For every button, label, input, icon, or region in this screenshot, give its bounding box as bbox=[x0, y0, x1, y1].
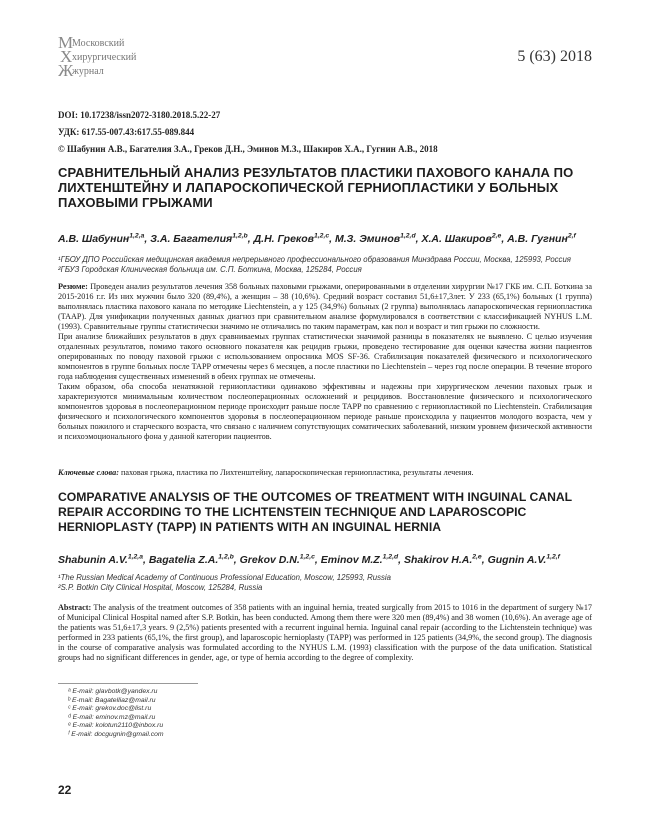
footnote-email[interactable]: ᵈ E-mail: eminov.mz@mail.ru bbox=[68, 713, 156, 721]
authors-en: Shabunin A.V.$^{1,2,a}$, Bagatelia Z.A.$^{1,2,b}$, Grekov D.N.$^{1,2,c}$, Eminov M.Z.$^{1,2,d}$, Shakirov H.A.$^{2,e}$, Gugnin A.V.$^{1,2,f}$ bbox=[58, 553, 560, 566]
author: Bagatelia Z.A.$^{1,2,b}$ bbox=[148, 553, 234, 566]
logo-line-1: Московский bbox=[72, 38, 125, 49]
author: Grekov D.N.$^{1,2,c}$ bbox=[239, 553, 315, 566]
udc: УДК: 617.55-007.43:617.55-089.844 bbox=[58, 127, 195, 137]
author: М.З. Эминов$^{1,2,d}$ bbox=[335, 232, 416, 245]
footnote-email[interactable]: ᵇ E-mail: Bagatelliaz@mail.ru bbox=[68, 696, 156, 704]
author: Shabunin A.V.$^{1,2,a}$ bbox=[58, 553, 143, 566]
author: Х.А. Шакиров$^{2,e}$ bbox=[421, 232, 502, 245]
author: Shakirov H.A.$^{2,e}$ bbox=[403, 553, 482, 566]
abstract-ru-p3: Таким образом, оба способа ненатяжной герниопластики одинаково эффективны и надежны при хирургическом лечении паховых грыж и характеризуются минимальным количеством послеоперационных осложнений и рецидивов. Восстановление физического и психологического компонентов здоровья в послеоперационном периоде происходит раньше после TAPP по сравнению с герниопластикой по Liechtenstein. Стабилизация физического и психологического компонентов здоровья в послеоперационном периоде раньше происходила у пациентов молодого возраста, чем у больных пожилого и старческого возраста, что связано с наличием сопутствующих соматических заболеваний, низким уровнем физической активности и психоэмоционального фона у данной категории пациентов. bbox=[58, 382, 592, 441]
issue-number: 5 (63) 2018 bbox=[517, 48, 592, 65]
journal-header bbox=[58, 34, 592, 78]
abstract-en: Abstract: The analysis of the treatment outcomes of 358 patients with an inguinal hernia, treated surgically from 2015 to 1016 in the department of surgery №17 of Municipal Clinical Hospital named after S.P. Botkin, has been conducted. Among them there were 320 men (89,4%) and 38 women (10,6%). An average age of the patients was 51,6±17,3 years. 9 (2,5%) patients presented with a recurrent inguinal hernia. Inguinal canal repair (according to the Lichtenstein technique) was performed in 233 patients (65,1%, the first group), and laparoscopic hernioplasty (TAPP) was performed in 125 patients (34,9%, the second group). The diagnosis in the course of comparative analysis was formulated according to the NYHUS L.M. (1993) classification with the purpose of the data unification. Statistical groups had no significant differences in gender, age, or type of hernia according to the degree of complexity. bbox=[58, 603, 593, 662]
affiliation: ¹ГБОУ ДПО Российская медицинская академия непрерывного профессионального образования Минздрава России, Москва, 125993, Россия bbox=[58, 255, 571, 264]
affiliations-ru bbox=[58, 255, 600, 275]
author: Gugnin A.V.$^{1,2,f}$ bbox=[487, 553, 560, 566]
footnote-email[interactable]: ᵃ E-mail: glavbotk@yandex.ru bbox=[68, 688, 158, 695]
abstract-ru-p1: Резюме: Проведен анализ результатов лечения 358 больных паховыми грыжами, оперированными в отделении хирургии №17 ГКБ им. С.П. Боткина за 2015-2016 г.г. Из них мужчин было 320 (89,4%), а женщин – 38 (10,6%). Средний возраст составил 51,6±17,3лет. У 233 (65,1%) больных (1 группа) выполнялась пластика пахового канала по методике Liechtenstein, а у 125 (34,9%) больных (2 группа) выполнялась лапароскопическая герниопластика (TAAP). Для унификации полученных данных диагноз при сравнительном анализе формулировался в соответствии с классификацией NYHUS L.M. (1993). Сравнительные группы статистически значимо не отличались по таким параметрам, как пол и возраст и тип грыжи по сложности. bbox=[58, 282, 593, 331]
affiliations-en bbox=[58, 573, 592, 593]
author: З.А. Багателия$^{1,2,b}$ bbox=[150, 232, 248, 245]
footnotes bbox=[68, 688, 164, 740]
author: А.В. Шабунин$^{1,2,a}$ bbox=[58, 232, 145, 245]
logo-line-3: журнал bbox=[72, 66, 104, 77]
affiliation: ²S.P. Botkin City Clinical Hospital, Moscow, 125284, Russia bbox=[58, 583, 263, 592]
authors-ru: А.В. Шабунин$^{1,2,a}$, З.А. Багателия$^{1,2,b}$, Д.Н. Греков$^{1,2,c}$, М.З. Эминов$^{1,2,d}$, Х.А. Шакиров$^{2,e}$, А.В. Гугнин$^{2,f}$ bbox=[58, 232, 576, 245]
svg-text:Ж: Ж bbox=[58, 61, 74, 78]
author: А.В. Гугнин$^{2,f}$ bbox=[507, 232, 576, 245]
author: Д.Н. Греков$^{1,2,c}$ bbox=[253, 232, 330, 245]
affiliation: ²ГБУЗ Городская Клиническая больница им. С.П. Боткина, Москва, 125284, Россия bbox=[58, 265, 362, 274]
svg-text:М: М bbox=[58, 34, 74, 52]
journal-logo bbox=[58, 34, 178, 78]
abstract-ru-p2: При анализе ближайших результатов в двух сравниваемых группах статистически значимой разницы в показателях не выявлено. С целью изучения отдаленных результатов, помимо такого основного показателя как рецидив грыжи, проведено тестирование для оценки качества жизни пациентов оперированных по поводу паховой грыжи с использованием опросника MOS SF-36. Стабилизация показателей физического и психологического компонентов в группе больных после TAPP отмечены через 6 месяцев, а после пластики по Liechtenstein – через год после операции. В течение второго года наблюдения существенных изменений в обеих группах не отмечены. bbox=[58, 332, 592, 381]
copyright: © Шабунин А.В., Багателия З.А., Греков Д.Н., Эминов М.З., Шакиров Х.А., Гугнин А.В., 2018 bbox=[58, 144, 438, 154]
footnote-email[interactable]: ᶜ E-mail: grekov.doc@list.ru bbox=[68, 705, 152, 713]
logo-line-2: хирургический bbox=[72, 52, 137, 63]
svg-text:Х: Х bbox=[60, 47, 73, 66]
article-meta bbox=[58, 110, 592, 161]
title-ru: СРАВНИТЕЛЬНЫЙ АНАЛИЗ РЕЗУЛЬТАТОВ ПЛАСТИКИ ПАХОВОГО КАНАЛА ПО ЛИХТЕНШТЕЙНУ И ЛАПАРОСКОПИЧЕСКОЙ ГЕРНИОПЛАСТИКИ У БОЛЬНЫХ ПАХОВЫМИ ГРЫЖАМИ bbox=[58, 165, 574, 210]
footnote-email[interactable]: ᶠ E-mail: docgugnin@gmail.com bbox=[68, 730, 164, 738]
abstract-ru bbox=[58, 282, 592, 442]
doi[interactable]: DOI: 10.17238/issn2072-3180.2018.5.22-27 bbox=[58, 110, 221, 120]
affiliation: ¹The Russian Medical Academy of Continuous Professional Education, Moscow, 125993, Russia bbox=[58, 573, 391, 582]
footnote-divider bbox=[58, 683, 198, 684]
keywords-ru: Ключевые слова: паховая грыжа, пластика по Лихтенштейну, лапароскопическая герниопластика, результаты лечения. bbox=[58, 468, 474, 477]
author: Eminov M.Z.$^{1,2,d}$ bbox=[320, 553, 399, 566]
footnote-email[interactable]: ᵉ E-mail: kolotun2110@inbox.ru bbox=[68, 722, 164, 730]
title-en: COMPARATIVE ANALYSIS OF THE OUTCOMES OF TREATMENT WITH INGUINAL CANAL REPAIR ACCORDING TO THE LICHTENSTEIN TECHNIQUE AND LAPAROSCOPIC HERNIOPLASTY (TAPP) IN PATIENTS WITH AN INGUINAL HERNIA bbox=[58, 490, 572, 534]
page-number: 22 bbox=[58, 783, 72, 797]
